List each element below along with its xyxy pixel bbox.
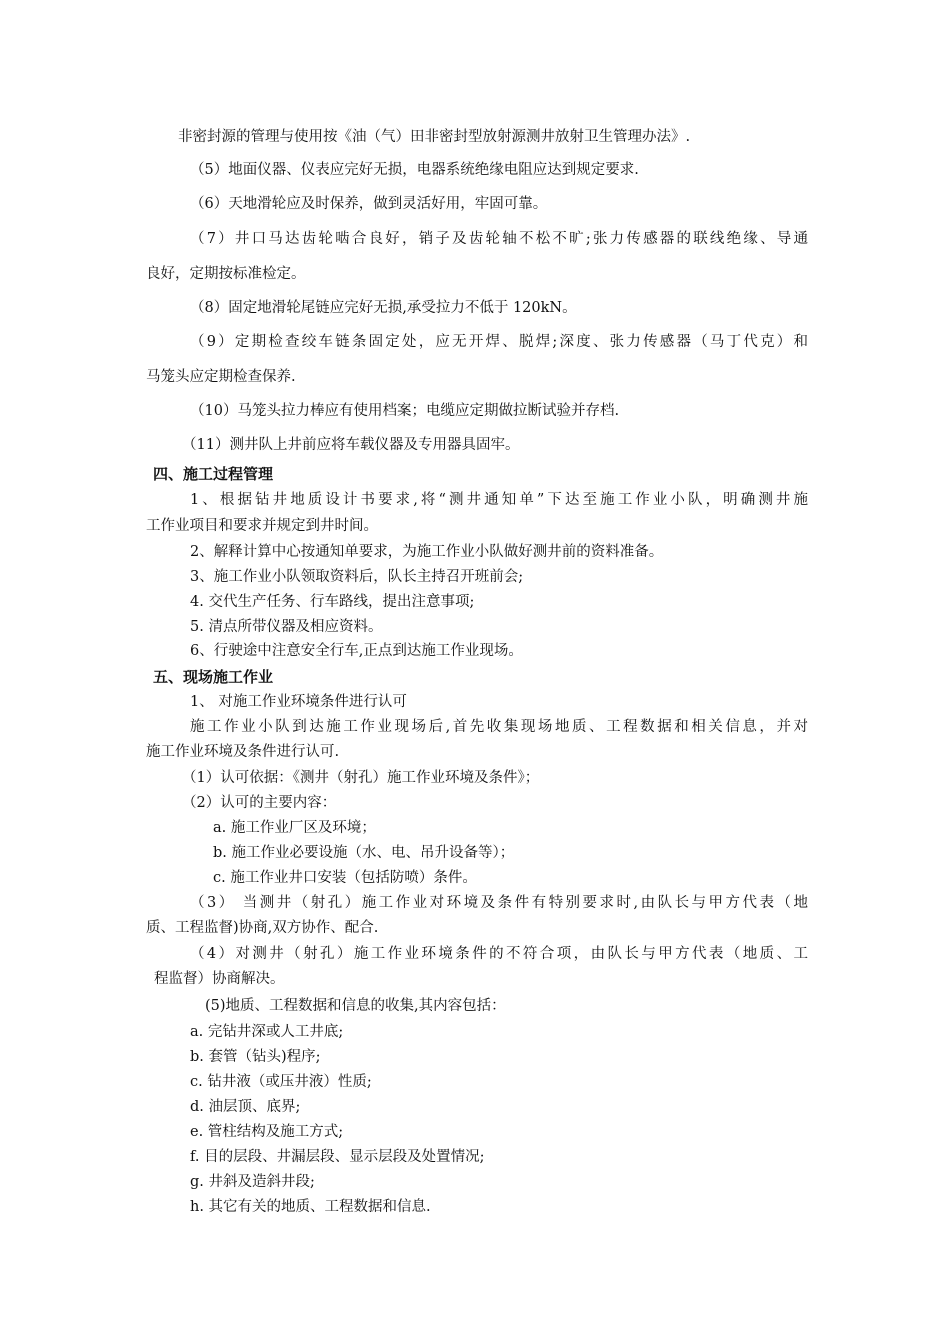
paragraph-line: （11）测井队上井前应将车载仪器及专用器具固牢。 — [182, 437, 520, 453]
paragraph-line: 施工作业环境及条件进行认可. — [146, 744, 340, 760]
section-heading: 五、现场施工作业 — [153, 668, 274, 686]
paragraph-line: （10）马笼头拉力棒应有使用档案；电缆应定期做拉断试验并存档. — [190, 403, 620, 419]
paragraph-line: （3） 当测井（射孔）施工作业对环境及条件有特别要求时,由队长与甲方代表（地 — [190, 895, 808, 911]
paragraph-line: (5)地质、工程数据和信息的收集,其内容包括： — [205, 998, 506, 1014]
paragraph-line: 马笼头应定期检查保养. — [146, 369, 296, 385]
paragraph-line: 工作业项目和要求并规定到井时间。 — [146, 518, 378, 534]
list-item: e. 管柱结构及施工方式; — [190, 1124, 344, 1140]
paragraph-line: 3、施工作业小队领取资料后，队长主持召开班前会; — [190, 569, 524, 585]
paragraph-line: 1、根据钻井地质设计书要求,将“测井通知单”下达至施工作业小队，明确测井施 — [190, 492, 808, 508]
list-item: b. 施工作业必要设施（水、电、吊升设备等）； — [213, 845, 515, 861]
paragraph-line: 5. 清点所带仪器及相应资料。 — [190, 619, 383, 635]
paragraph-line: 6、行驶途中注意安全行车,正点到达施工作业现场。 — [190, 643, 523, 659]
paragraph-line: 施工作业小队到达施工作业现场后,首先收集现场地质、工程数据和相关信息，并对 — [190, 719, 808, 735]
paragraph-line: （8）固定地滑轮尾链应完好无损,承受拉力不低于 120kN。 — [190, 300, 577, 316]
list-item: c. 钻井液（或压井液）性质; — [190, 1074, 372, 1090]
paragraph-line: （9）定期检查绞车链条固定处，应无开焊、脱焊;深度、张力传感器（马丁代克）和 — [190, 334, 808, 350]
list-item: c. 施工作业井口安装（包括防喷）条件。 — [213, 870, 477, 886]
list-item: a. 完钻井深或人工井底; — [190, 1024, 344, 1040]
paragraph-line: 程监督）协商解决。 — [154, 971, 285, 987]
list-item: b. 套管（钻头)程序; — [190, 1049, 321, 1065]
paragraph-line: 质、工程监督)协商,双方协作、配合. — [146, 920, 379, 936]
paragraph-line: （2）认可的主要内容： — [182, 795, 337, 811]
paragraph-line: （6）天地滑轮应及时保养，做到灵活好用，牢固可靠。 — [190, 196, 548, 212]
paragraph-line: 4. 交代生产任务、行车路线，提出注意事项; — [190, 594, 475, 610]
paragraph-line: 2、解释计算中心按通知单要求，为施工作业小队做好测井前的资料准备。 — [190, 544, 664, 560]
paragraph-line: 非密封源的管理与使用按《油（气）田非密封型放射源测井放射卫生管理办法》. — [178, 129, 691, 145]
paragraph-line: （4）对测井（射孔）施工作业环境条件的不符合项，由队长与甲方代表（地质、工 — [190, 946, 808, 962]
paragraph-line: （5）地面仪器、仪表应完好无损，电器系统绝缘电阻应达到规定要求. — [190, 162, 639, 178]
paragraph-line: 1、 对施工作业环境条件进行认可 — [190, 694, 407, 710]
list-item: g. 井斜及造斜井段; — [190, 1174, 315, 1190]
list-item: a. 施工作业厂区及环境； — [213, 820, 376, 836]
paragraph-line: （7）井口马达齿轮啮合良好，销子及齿轮轴不松不旷;张力传感器的联线绝缘、导通 — [190, 231, 808, 247]
list-item: h. 其它有关的地质、工程数据和信息. — [190, 1199, 431, 1215]
paragraph-line: 良好，定期按标准检定。 — [146, 266, 306, 282]
list-item: d. 油层顶、底界; — [190, 1099, 301, 1115]
section-heading: 四、施工过程管理 — [153, 465, 274, 483]
paragraph-line: （1）认可依据：《测井（射孔）施工作业环境及条件》； — [182, 770, 540, 786]
list-item: f. 目的层段、井漏层段、显示层段及处置情况; — [190, 1149, 485, 1165]
